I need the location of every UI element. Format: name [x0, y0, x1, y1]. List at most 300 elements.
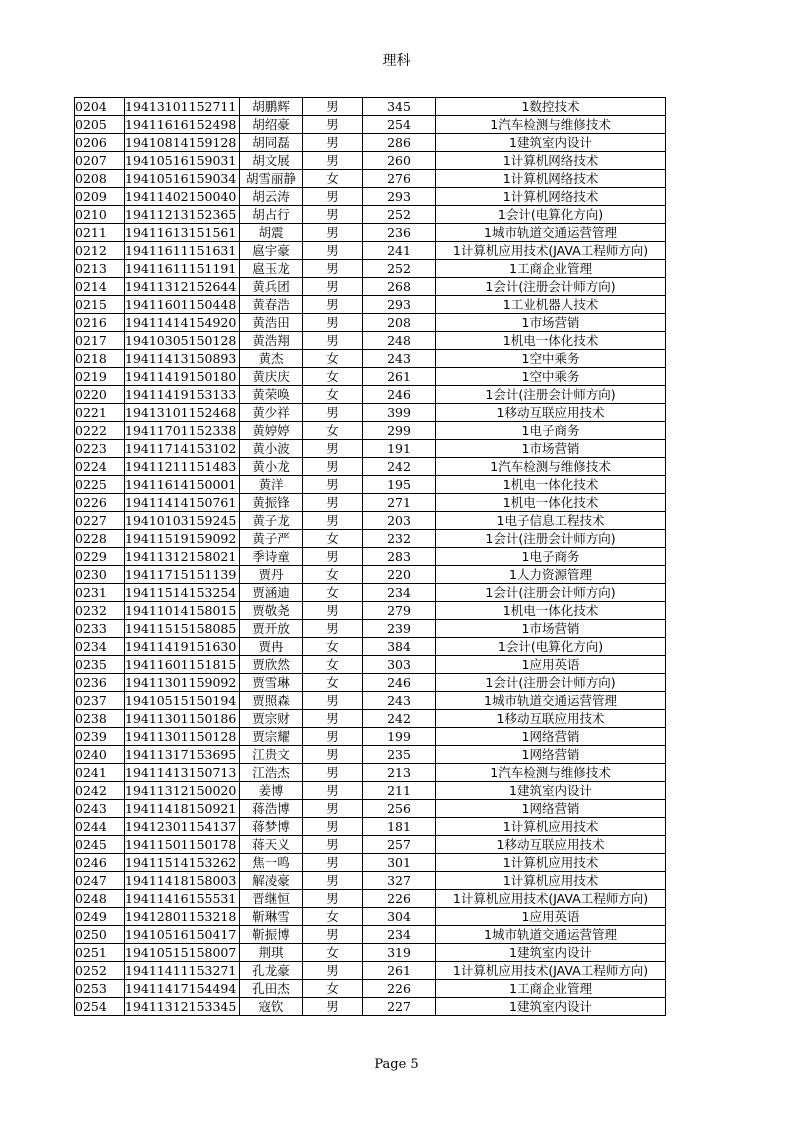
table-row: [75, 710, 666, 728]
row-id-cell: 0222: [75, 422, 125, 440]
student-name-cell: 贾冉: [240, 638, 303, 656]
exam-number-cell: 19411312153345: [125, 998, 240, 1016]
exam-number-cell: 19411413150713: [125, 764, 240, 782]
major-cell: 1会计(注册会计师方向): [436, 530, 666, 548]
table-row: [75, 566, 666, 584]
exam-number-cell: 19410516159034: [125, 170, 240, 188]
table-row: [75, 152, 666, 170]
row-id-cell: 0240: [75, 746, 125, 764]
gender-cell: 男: [303, 854, 363, 872]
student-name-cell: 蒋天义: [240, 836, 303, 854]
score-cell: 211: [363, 782, 436, 800]
table-row: [75, 728, 666, 746]
student-name-cell: 贾开放: [240, 620, 303, 638]
student-name-cell: 胡雪丽静: [240, 170, 303, 188]
major-cell: 1建筑室内设计: [436, 134, 666, 152]
table-row: [75, 188, 666, 206]
exam-number-cell: 19411514153254: [125, 584, 240, 602]
exam-number-cell: 19411418150921: [125, 800, 240, 818]
exam-number-cell: 19411519159092: [125, 530, 240, 548]
score-cell: 252: [363, 206, 436, 224]
exam-number-cell: 19411419151630: [125, 638, 240, 656]
row-id-cell: 0238: [75, 710, 125, 728]
gender-cell: 男: [303, 800, 363, 818]
score-cell: 261: [363, 368, 436, 386]
table-row: [75, 980, 666, 998]
score-cell: 319: [363, 944, 436, 962]
student-name-cell: 黄洋: [240, 476, 303, 494]
student-name-cell: 解凌豪: [240, 872, 303, 890]
exam-number-cell: 19411611151191: [125, 260, 240, 278]
exam-number-cell: 19411312152644: [125, 278, 240, 296]
gender-cell: 女: [303, 944, 363, 962]
gender-cell: 女: [303, 368, 363, 386]
table-row: [75, 656, 666, 674]
major-cell: 1网络营销: [436, 800, 666, 818]
student-name-cell: 黄小龙: [240, 458, 303, 476]
score-cell: 227: [363, 998, 436, 1016]
row-id-cell: 0212: [75, 242, 125, 260]
score-cell: 384: [363, 638, 436, 656]
gender-cell: 男: [303, 926, 363, 944]
student-name-cell: 黄子龙: [240, 512, 303, 530]
student-name-cell: 孔龙豪: [240, 962, 303, 980]
score-cell: 276: [363, 170, 436, 188]
score-cell: 268: [363, 278, 436, 296]
student-name-cell: 胡鹏辉: [240, 98, 303, 116]
student-name-cell: 靳琳雪: [240, 908, 303, 926]
score-cell: 195: [363, 476, 436, 494]
exam-number-cell: 19411613151561: [125, 224, 240, 242]
row-id-cell: 0244: [75, 818, 125, 836]
gender-cell: 女: [303, 350, 363, 368]
gender-cell: 男: [303, 818, 363, 836]
table-row: [75, 764, 666, 782]
gender-cell: 女: [303, 566, 363, 584]
row-id-cell: 0234: [75, 638, 125, 656]
major-cell: 1机电一体化技术: [436, 602, 666, 620]
gender-cell: 男: [303, 602, 363, 620]
table-row: [75, 224, 666, 242]
gender-cell: 男: [303, 728, 363, 746]
score-cell: 232: [363, 530, 436, 548]
table-row: [75, 278, 666, 296]
gender-cell: 男: [303, 476, 363, 494]
exam-number-cell: 19413101152711: [125, 98, 240, 116]
gender-cell: 男: [303, 332, 363, 350]
student-name-cell: 扈玉龙: [240, 260, 303, 278]
major-cell: 1城市轨道交通运营管理: [436, 926, 666, 944]
student-name-cell: 黄小波: [240, 440, 303, 458]
table-row: [75, 296, 666, 314]
row-id-cell: 0245: [75, 836, 125, 854]
gender-cell: 男: [303, 872, 363, 890]
score-cell: 181: [363, 818, 436, 836]
gender-cell: 男: [303, 890, 363, 908]
table-row: [75, 782, 666, 800]
student-name-cell: 贾照森: [240, 692, 303, 710]
row-id-cell: 0217: [75, 332, 125, 350]
student-name-cell: 黄兵团: [240, 278, 303, 296]
exam-number-cell: 19410516150417: [125, 926, 240, 944]
score-cell: 256: [363, 800, 436, 818]
table-row: [75, 854, 666, 872]
table-row: [75, 602, 666, 620]
exam-number-cell: 19411601150448: [125, 296, 240, 314]
table-row: [75, 260, 666, 278]
table-row: [75, 134, 666, 152]
score-cell: 208: [363, 314, 436, 332]
major-cell: 1城市轨道交通运营管理: [436, 224, 666, 242]
table-row: [75, 836, 666, 854]
major-cell: 1汽车检测与维修技术: [436, 764, 666, 782]
score-cell: 261: [363, 962, 436, 980]
exam-number-cell: 19411414150761: [125, 494, 240, 512]
table-row: [75, 242, 666, 260]
major-cell: 1汽车检测与维修技术: [436, 458, 666, 476]
exam-number-cell: 19411714153102: [125, 440, 240, 458]
table-row: [75, 368, 666, 386]
table-row: [75, 674, 666, 692]
student-name-cell: 寇钦: [240, 998, 303, 1016]
exam-number-cell: 19411514153262: [125, 854, 240, 872]
gender-cell: 男: [303, 512, 363, 530]
table-row: [75, 98, 666, 116]
score-cell: 234: [363, 926, 436, 944]
exam-number-cell: 19411402150040: [125, 188, 240, 206]
score-cell: 327: [363, 872, 436, 890]
student-name-cell: 胡文展: [240, 152, 303, 170]
gender-cell: 女: [303, 530, 363, 548]
exam-number-cell: 19411419150180: [125, 368, 240, 386]
score-cell: 246: [363, 386, 436, 404]
row-id-cell: 0223: [75, 440, 125, 458]
table-row: [75, 404, 666, 422]
student-name-cell: 胡占行: [240, 206, 303, 224]
student-name-cell: 黄杰: [240, 350, 303, 368]
score-cell: 242: [363, 458, 436, 476]
row-id-cell: 0250: [75, 926, 125, 944]
student-name-cell: 黄浩田: [240, 314, 303, 332]
row-id-cell: 0218: [75, 350, 125, 368]
score-cell: 257: [363, 836, 436, 854]
gender-cell: 男: [303, 494, 363, 512]
row-id-cell: 0228: [75, 530, 125, 548]
major-cell: 1计算机应用技术(JAVA工程师方向): [436, 242, 666, 260]
row-id-cell: 0205: [75, 116, 125, 134]
major-cell: 1移动互联应用技术: [436, 404, 666, 422]
row-id-cell: 0233: [75, 620, 125, 638]
table-row: [75, 170, 666, 188]
table-row: [75, 890, 666, 908]
page-number: Page 5: [374, 1057, 419, 1072]
major-cell: 1计算机网络技术: [436, 188, 666, 206]
gender-cell: 男: [303, 188, 363, 206]
score-cell: 286: [363, 134, 436, 152]
student-name-cell: 晋继恒: [240, 890, 303, 908]
student-name-cell: 蒋梦博: [240, 818, 303, 836]
row-id-cell: 0254: [75, 998, 125, 1016]
table-row: [75, 476, 666, 494]
major-cell: 1市场营销: [436, 440, 666, 458]
student-name-cell: 贾雪琳: [240, 674, 303, 692]
major-cell: 1移动互联应用技术: [436, 710, 666, 728]
score-cell: 254: [363, 116, 436, 134]
row-id-cell: 0239: [75, 728, 125, 746]
student-name-cell: 黄振锋: [240, 494, 303, 512]
row-id-cell: 0251: [75, 944, 125, 962]
row-id-cell: 0226: [75, 494, 125, 512]
table-row: [75, 314, 666, 332]
table-row: [75, 908, 666, 926]
row-id-cell: 0231: [75, 584, 125, 602]
page-title: 理科: [382, 53, 411, 69]
student-name-cell: 胡绍豪: [240, 116, 303, 134]
major-cell: 1数控技术: [436, 98, 666, 116]
admission-table: [74, 97, 666, 1016]
exam-number-cell: 19411014158015: [125, 602, 240, 620]
score-cell: 236: [363, 224, 436, 242]
row-id-cell: 0252: [75, 962, 125, 980]
table-row: [75, 422, 666, 440]
score-cell: 279: [363, 602, 436, 620]
exam-number-cell: 19411411153271: [125, 962, 240, 980]
student-name-cell: 黄少祥: [240, 404, 303, 422]
score-cell: 260: [363, 152, 436, 170]
table-row: [75, 638, 666, 656]
gender-cell: 男: [303, 152, 363, 170]
student-name-cell: 黄浩翔: [240, 332, 303, 350]
major-cell: 1汽车检测与维修技术: [436, 116, 666, 134]
score-cell: 191: [363, 440, 436, 458]
gender-cell: 男: [303, 746, 363, 764]
exam-number-cell: 19411317153695: [125, 746, 240, 764]
score-cell: 301: [363, 854, 436, 872]
student-name-cell: 贾宗财: [240, 710, 303, 728]
student-name-cell: 黄庆庆: [240, 368, 303, 386]
exam-number-cell: 19412301154137: [125, 818, 240, 836]
major-cell: 1电子商务: [436, 548, 666, 566]
row-id-cell: 0204: [75, 98, 125, 116]
major-cell: 1机电一体化技术: [436, 494, 666, 512]
major-cell: 1机电一体化技术: [436, 332, 666, 350]
row-id-cell: 0208: [75, 170, 125, 188]
gender-cell: 女: [303, 656, 363, 674]
exam-number-cell: 19410515158007: [125, 944, 240, 962]
major-cell: 1计算机应用技术(JAVA工程师方向): [436, 962, 666, 980]
row-id-cell: 0247: [75, 872, 125, 890]
score-cell: 252: [363, 260, 436, 278]
gender-cell: 女: [303, 908, 363, 926]
row-id-cell: 0219: [75, 368, 125, 386]
major-cell: 1计算机网络技术: [436, 152, 666, 170]
gender-cell: 男: [303, 962, 363, 980]
exam-number-cell: 19411312150020: [125, 782, 240, 800]
table-row: [75, 944, 666, 962]
gender-cell: 女: [303, 584, 363, 602]
exam-number-cell: 19411601151815: [125, 656, 240, 674]
score-cell: 299: [363, 422, 436, 440]
major-cell: 1会计(电算化方向): [436, 638, 666, 656]
table-row: [75, 512, 666, 530]
score-cell: 241: [363, 242, 436, 260]
exam-number-cell: 19411616152498: [125, 116, 240, 134]
row-id-cell: 0229: [75, 548, 125, 566]
major-cell: 1建筑室内设计: [436, 944, 666, 962]
student-name-cell: 靳振博: [240, 926, 303, 944]
gender-cell: 男: [303, 98, 363, 116]
score-cell: 243: [363, 350, 436, 368]
gender-cell: 男: [303, 116, 363, 134]
exam-number-cell: 19410515150194: [125, 692, 240, 710]
student-name-cell: 黄婷婷: [240, 422, 303, 440]
table-row: [75, 494, 666, 512]
score-cell: 226: [363, 980, 436, 998]
major-cell: 1市场营销: [436, 314, 666, 332]
major-cell: 1会计(注册会计师方向): [436, 584, 666, 602]
student-name-cell: 姜博: [240, 782, 303, 800]
major-cell: 1工商企业管理: [436, 260, 666, 278]
score-cell: 248: [363, 332, 436, 350]
row-id-cell: 0216: [75, 314, 125, 332]
major-cell: 1计算机应用技术: [436, 854, 666, 872]
score-cell: 235: [363, 746, 436, 764]
student-name-cell: 荆琪: [240, 944, 303, 962]
table-row: [75, 530, 666, 548]
student-name-cell: 贾欣然: [240, 656, 303, 674]
table-row: [75, 440, 666, 458]
score-cell: 213: [363, 764, 436, 782]
score-cell: 293: [363, 296, 436, 314]
student-name-cell: 蒋浩博: [240, 800, 303, 818]
major-cell: 1计算机网络技术: [436, 170, 666, 188]
gender-cell: 男: [303, 242, 363, 260]
student-name-cell: 贾丹: [240, 566, 303, 584]
student-name-cell: 贾宗耀: [240, 728, 303, 746]
row-id-cell: 0230: [75, 566, 125, 584]
exam-number-cell: 19411614150001: [125, 476, 240, 494]
exam-number-cell: 19411417154494: [125, 980, 240, 998]
score-cell: 283: [363, 548, 436, 566]
student-name-cell: 季诗童: [240, 548, 303, 566]
student-name-cell: 扈宇豪: [240, 242, 303, 260]
row-id-cell: 0207: [75, 152, 125, 170]
row-id-cell: 0215: [75, 296, 125, 314]
gender-cell: 男: [303, 278, 363, 296]
student-name-cell: 江贵文: [240, 746, 303, 764]
table-row: [75, 386, 666, 404]
student-name-cell: 贾敬尧: [240, 602, 303, 620]
student-name-cell: 黄子严: [240, 530, 303, 548]
major-cell: 1电子信息工程技术: [436, 512, 666, 530]
student-name-cell: 胡震: [240, 224, 303, 242]
table-row: [75, 818, 666, 836]
gender-cell: 男: [303, 620, 363, 638]
gender-cell: 女: [303, 422, 363, 440]
student-name-cell: 孔田杰: [240, 980, 303, 998]
major-cell: 1人力资源管理: [436, 566, 666, 584]
exam-number-cell: 19411715151139: [125, 566, 240, 584]
table-row: [75, 350, 666, 368]
major-cell: 1城市轨道交通运营管理: [436, 692, 666, 710]
major-cell: 1市场营销: [436, 620, 666, 638]
score-cell: 304: [363, 908, 436, 926]
score-cell: 234: [363, 584, 436, 602]
table-row: [75, 800, 666, 818]
table-row: [75, 206, 666, 224]
gender-cell: 男: [303, 296, 363, 314]
major-cell: 1电子商务: [436, 422, 666, 440]
score-cell: 226: [363, 890, 436, 908]
exam-number-cell: 19412801153218: [125, 908, 240, 926]
row-id-cell: 0249: [75, 908, 125, 926]
score-cell: 242: [363, 710, 436, 728]
table-row: [75, 692, 666, 710]
row-id-cell: 0225: [75, 476, 125, 494]
major-cell: 1计算机应用技术: [436, 872, 666, 890]
exam-number-cell: 19411416155531: [125, 890, 240, 908]
table-row: [75, 746, 666, 764]
gender-cell: 男: [303, 260, 363, 278]
score-cell: 243: [363, 692, 436, 710]
gender-cell: 男: [303, 710, 363, 728]
row-id-cell: 0243: [75, 800, 125, 818]
table-row: [75, 620, 666, 638]
major-cell: 1会计(注册会计师方向): [436, 278, 666, 296]
gender-cell: 男: [303, 692, 363, 710]
major-cell: 1移动互联应用技术: [436, 836, 666, 854]
student-name-cell: 焦一鸣: [240, 854, 303, 872]
exam-number-cell: 19411515158085: [125, 620, 240, 638]
score-cell: 239: [363, 620, 436, 638]
row-id-cell: 0235: [75, 656, 125, 674]
major-cell: 1网络营销: [436, 746, 666, 764]
row-id-cell: 0248: [75, 890, 125, 908]
gender-cell: 女: [303, 170, 363, 188]
major-cell: 1计算机应用技术: [436, 818, 666, 836]
table-row: [75, 998, 666, 1016]
score-cell: 399: [363, 404, 436, 422]
table-row: [75, 458, 666, 476]
exam-number-cell: 19411418158003: [125, 872, 240, 890]
gender-cell: 男: [303, 224, 363, 242]
exam-number-cell: 19411301150186: [125, 710, 240, 728]
major-cell: 1应用英语: [436, 656, 666, 674]
exam-number-cell: 19410814159128: [125, 134, 240, 152]
score-cell: 345: [363, 98, 436, 116]
exam-number-cell: 19413101152468: [125, 404, 240, 422]
exam-number-cell: 19411301159092: [125, 674, 240, 692]
exam-number-cell: 19411414154920: [125, 314, 240, 332]
exam-number-cell: 19410516159031: [125, 152, 240, 170]
major-cell: 1工业机器人技术: [436, 296, 666, 314]
row-id-cell: 0221: [75, 404, 125, 422]
table-body: [75, 98, 666, 1016]
row-id-cell: 0211: [75, 224, 125, 242]
row-id-cell: 0242: [75, 782, 125, 800]
score-cell: 303: [363, 656, 436, 674]
table-row: [75, 584, 666, 602]
table-row: [75, 332, 666, 350]
row-id-cell: 0220: [75, 386, 125, 404]
row-id-cell: 0213: [75, 260, 125, 278]
major-cell: 1建筑室内设计: [436, 998, 666, 1016]
gender-cell: 男: [303, 548, 363, 566]
exam-number-cell: 19411211151483: [125, 458, 240, 476]
student-name-cell: 贾涵迪: [240, 584, 303, 602]
table-row: [75, 962, 666, 980]
gender-cell: 男: [303, 998, 363, 1016]
